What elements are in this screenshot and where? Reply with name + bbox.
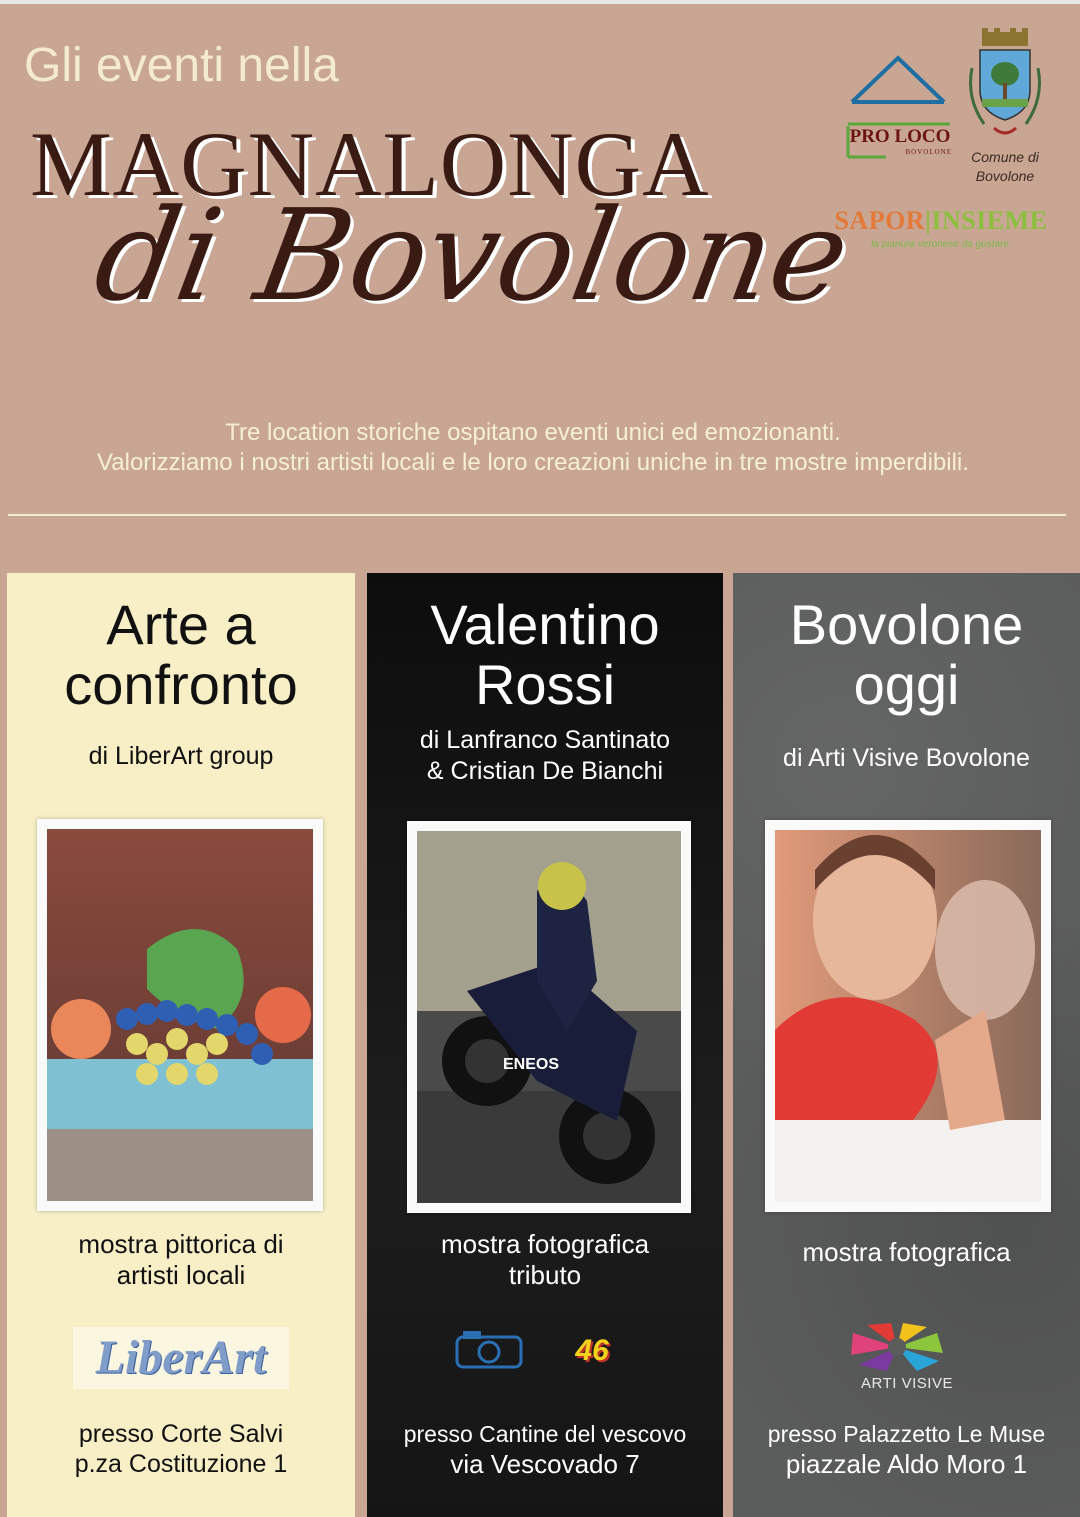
motorcycle-photo [407,821,691,1213]
comune-line-1: Comune di [971,149,1039,165]
event-venue-1-line-1: presso Corte Salvi [78,1420,284,1448]
event-author-1: di LiberArt group [88,742,274,770]
proloco-name: PRO LOCO [849,126,951,147]
saporinsieme-part-a: SAPOR [834,206,926,235]
liberart-logo: LiberArt [73,1327,289,1389]
event-title-3-line-1: Bovolone [789,593,1024,656]
description-line-2: Valorizziamo i nostri artisti locali e le loro creazioni uniche in tre mostre imperdibili. [97,449,969,476]
event-card-valentino-rossi [367,573,723,1517]
event-author-2 [367,725,723,787]
event-title-2-line-2: Rossi [474,653,616,716]
event-desc-2 [367,1229,723,1291]
crest-icon [964,28,1046,140]
arti-visive-logo-icon [847,1321,947,1373]
painting-photo [37,819,323,1211]
event-desc-1 [7,1229,355,1291]
event-venue-3-line-2: piazzale Aldo Moro 1 [785,1449,1028,1479]
event-desc-1-line-1: mostra pittorica di [78,1229,284,1259]
event-desc-3: mostra fotografica [802,1237,1011,1267]
vr46-logo: 46 [575,1334,609,1367]
event-desc-2-line-1: mostra fotografica [440,1229,650,1259]
comune-label [950,148,1060,186]
event-title: MAGNALONGA [30,113,710,215]
description-line-1: Tre location storiche ospitano eventi unici ed emozionanti. [225,419,841,446]
intro-text: Gli eventi nella [24,39,339,92]
top-strip [0,0,1080,4]
event-author-2-line-1: di Lanfranco Santinato [419,726,671,754]
event-author-3: di Arti Visive Bovolone [783,744,1030,772]
saporinsieme-tagline: la pianura veronese da gustare [871,239,1009,250]
saporinsieme-logo: SAPOR|INSIEME [834,206,1048,235]
arti-visive-label: ARTI VISIVE [861,1375,953,1392]
proloco-logo [846,54,952,162]
event-title-1-line-1: Arte a [106,593,256,656]
description [0,418,1066,478]
event-venue-3-line-1: presso Palazzetto Le Muse [767,1421,1046,1447]
event-card-arte-a-confronto [7,573,355,1517]
event-title-2 [367,595,723,715]
divider [8,514,1066,516]
camera-logo-icon [455,1327,523,1371]
event-subtitle: di Bovolone [85,182,860,329]
event-title-1-line-2: confronto [64,653,298,716]
proloco-sub: BOVOLONE [905,148,952,156]
event-title-3 [733,595,1080,715]
comune-line-2: Bovolone [975,168,1035,184]
event-desc-2-line-2: tributo [508,1260,582,1290]
event-venue-1-line-2: p.za Costituzione 1 [74,1450,288,1478]
girls-photo [765,820,1051,1212]
event-venue-1 [7,1419,355,1479]
svg-text:ENEOS: ENEOS [503,1056,560,1073]
event-title-1 [7,595,355,715]
event-author-2-line-2: & Cristian De Bianchi [426,757,664,785]
event-venue-2-line-2: via Vescovado 7 [450,1449,640,1479]
event-desc-1-line-2: artisti locali [116,1260,246,1290]
event-venue-2 [367,1419,723,1479]
event-card-bovolone-oggi [733,573,1080,1517]
saporinsieme-part-b: INSIEME [931,206,1048,235]
event-title-3-line-2: oggi [853,653,960,716]
event-venue-3 [733,1419,1080,1479]
event-venue-2-line-1: presso Cantine del vescovo [403,1421,687,1447]
event-title-2-line-1: Valentino [430,593,660,656]
